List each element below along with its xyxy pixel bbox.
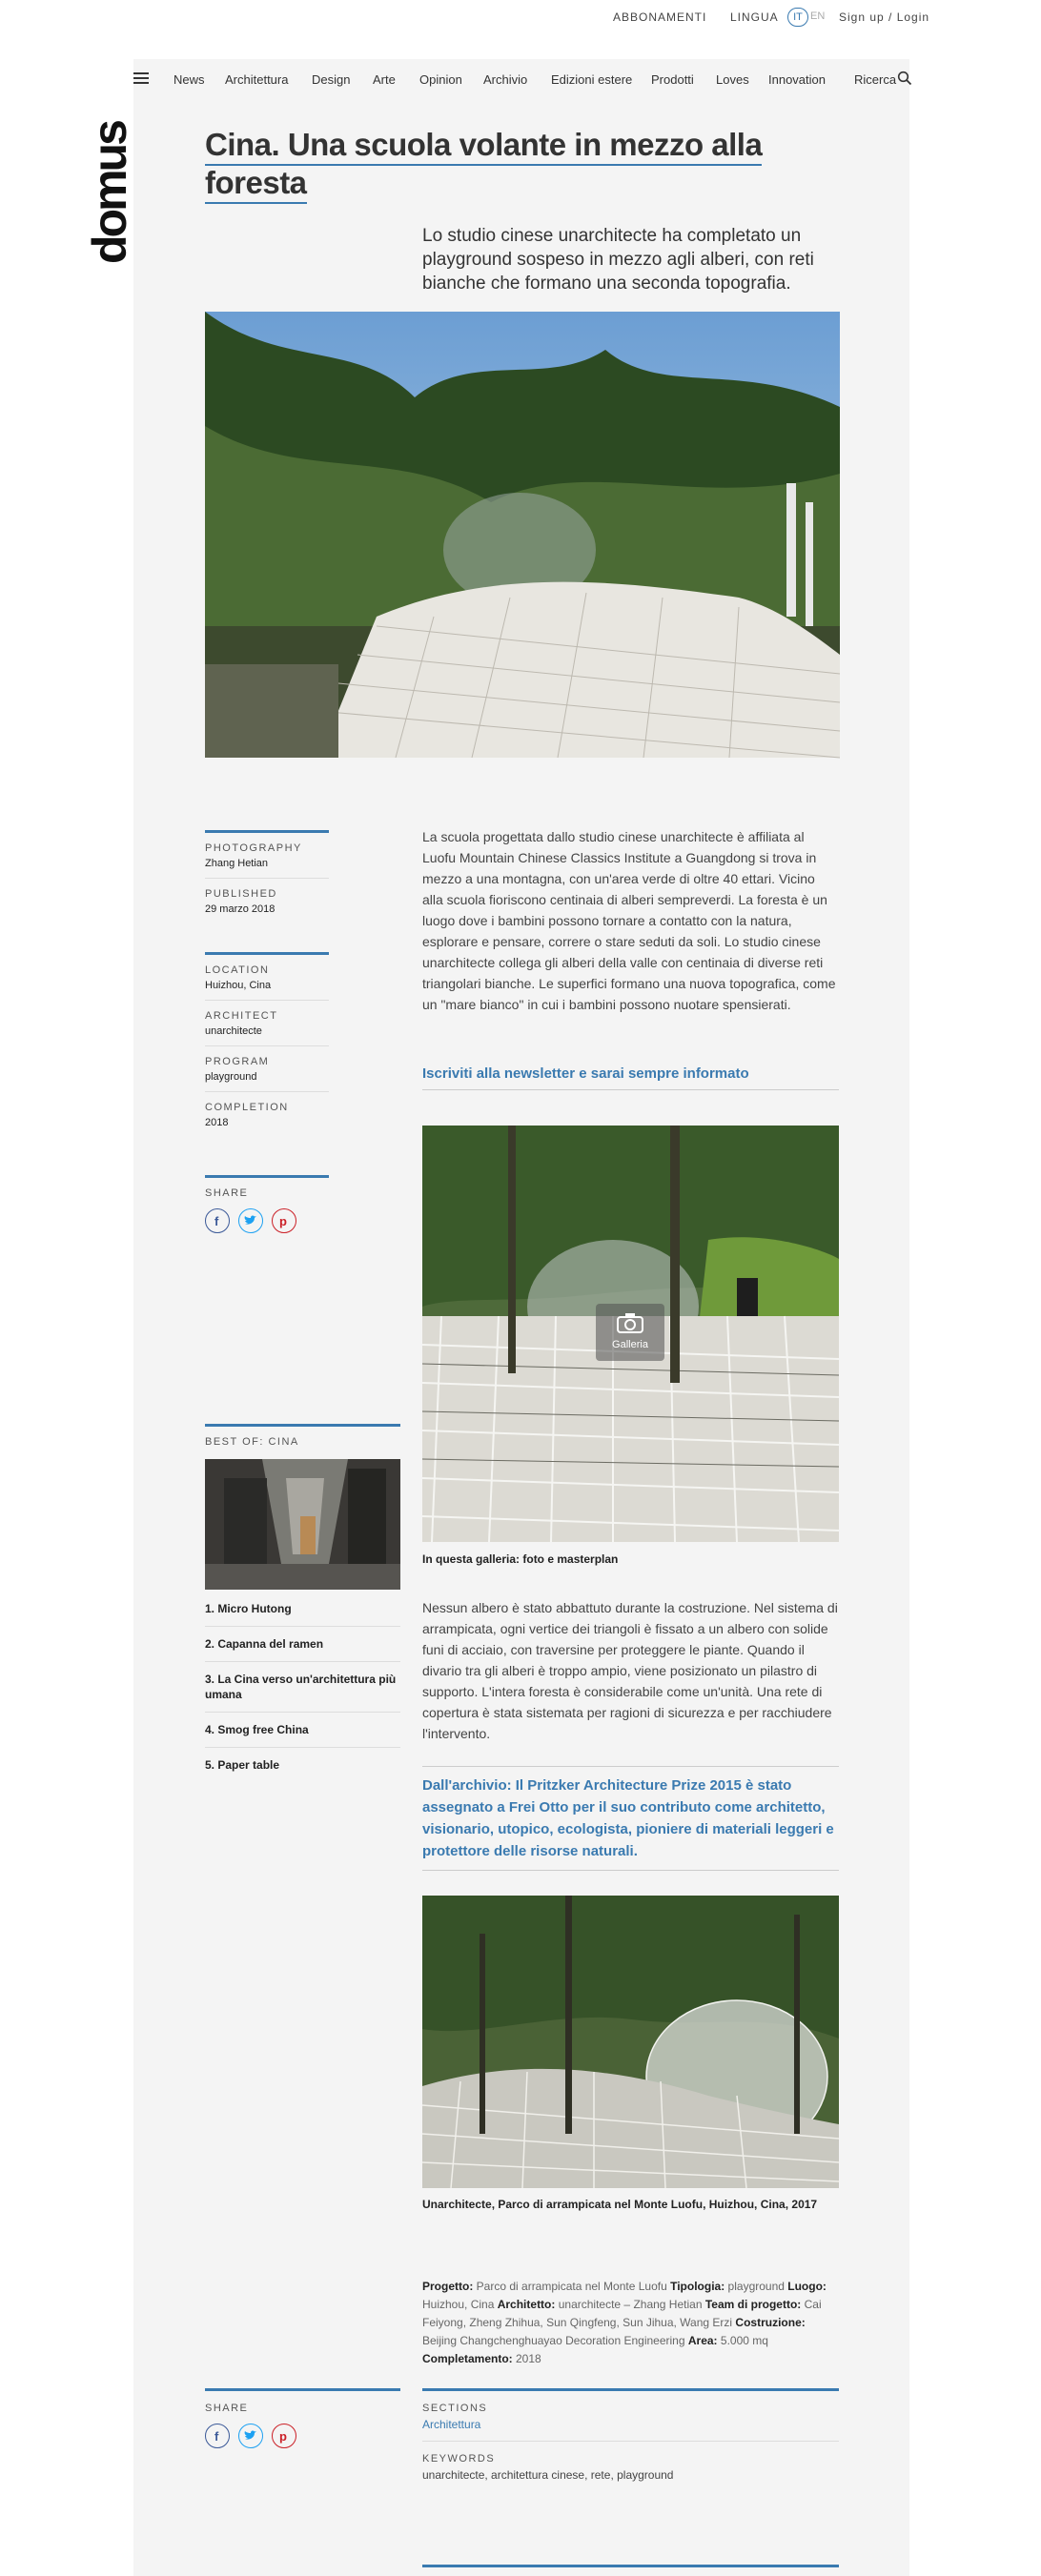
bottom-divider — [422, 2565, 839, 2567]
best-of-item[interactable]: 1. Micro Hutong — [205, 1601, 400, 1627]
keywords-label: KEYWORDS — [422, 2453, 496, 2464]
best-of-item[interactable]: 3. La Cina verso un'architettura più umana — [205, 1672, 400, 1713]
language-label: LINGUA — [730, 10, 779, 24]
nav-archivio[interactable]: Archivio — [483, 72, 528, 87]
svg-text:p: p — [279, 1214, 287, 1228]
utility-bar — [0, 0, 1041, 38]
share-label: SHARE — [205, 1187, 249, 1199]
article-title — [205, 126, 796, 202]
article-paragraph-1: La scuola progettata dallo studio cinese unarchitecte è affiliata al Luofu Mountain Chinese Classics Institute a Guangdong si trova in mezzo a una montagna, con un'area verde di oltre 40 ettari. Vicino alla scuola fioriscono centinaia di alberi sempreverdi. La foresta è un luogo dove i bambini possono tornare a contatto con la natura, esplorare e pensare, correre o stare seduti da soli. Lo studio cinese unarchitecte collega gli alberi della valle con centinaia di diverse reti triangolari bianche. Le superfici formano una nuova topografica, come un "mare bianco" in cui i bambini possono nuotare spensierati. — [422, 829, 836, 1012]
article-title-line-1: Cina. Una scuola volante in mezzo alla — [205, 127, 762, 166]
facebook-icon[interactable] — [205, 1208, 230, 1233]
nav-loves[interactable]: Loves — [716, 72, 749, 87]
nav-design[interactable]: Design — [312, 72, 351, 87]
nav-innovation[interactable]: Innovation — [768, 72, 826, 87]
article-image-3[interactable] — [422, 1896, 839, 2188]
meta-divider — [205, 952, 329, 955]
search-icon[interactable] — [897, 71, 912, 86]
svg-text:f: f — [214, 1214, 219, 1228]
best-of-item[interactable]: 5. Paper table — [205, 1758, 280, 1772]
language-en-toggle[interactable]: EN — [810, 10, 826, 22]
language-it-toggle[interactable]: IT — [787, 8, 808, 27]
login-link[interactable]: Sign up / Login — [839, 10, 930, 24]
nav-architettura[interactable]: Architettura — [225, 72, 289, 87]
gallery-label: Galleria — [612, 1339, 648, 1350]
nav-search[interactable]: Ricerca — [854, 72, 897, 87]
twitter-icon[interactable] — [238, 2424, 263, 2448]
pinterest-icon[interactable] — [272, 2424, 296, 2448]
gallery-caption: In questa galleria: foto e masterplan — [422, 1552, 619, 1566]
main-nav — [0, 72, 1041, 91]
meta-divider — [205, 830, 329, 833]
facebook-icon[interactable] — [205, 2424, 230, 2448]
share-label: SHARE — [205, 2403, 249, 2414]
pinterest-icon[interactable] — [272, 1208, 296, 1233]
share-bottom — [205, 2388, 400, 2448]
share-divider — [205, 2388, 400, 2391]
domus-logo[interactable] — [83, 97, 136, 269]
best-divider — [205, 1424, 400, 1427]
archive-link[interactable]: Dall'archivio: Il Pritzker Architecture Prize 2015 è stato assegnato a Frei Otto per il suo contributo come architetto, visionario, utopico, ecologista, pioniere di materiali leggeri e protettore delle risorse naturali. — [422, 1766, 839, 1871]
camera-icon — [616, 1311, 644, 1334]
share-divider — [205, 1175, 329, 1178]
nav-news[interactable]: News — [174, 72, 205, 87]
domus-logo-text: domus — [83, 122, 136, 264]
sections-label: SECTIONS — [422, 2403, 488, 2414]
article-lead: Lo studio cinese unarchitecte ha completato un playground sospeso in mezzo agli alberi, con reti bianche che formano una seconda topografia. — [422, 226, 814, 294]
footer-divider — [422, 2388, 839, 2391]
image-3-caption: Unarchitecte, Parco di arrampicata nel Monte Luofu, Huizhou, Cina, 2017 — [422, 2198, 818, 2211]
meta-completion: COMPLETION 2018 — [205, 1102, 289, 1128]
meta-published: PUBLISHED 29 marzo 2018 — [205, 888, 277, 915]
article-paragraph-2: Nessun albero è stato abbattuto durante la costruzione. Nel sistema di arrampicata, ogni vertice dei triangoli è fissato a un albero con solide funi di acciaio, con traversine per proteggere le piante. Quando il divario tra gli alberi è troppo ampio, viene posizionato un pilastro di supporto. L'intera foresta è considerabile come un'unità. Una rete di copertura è stata sistemata per ragioni di sicurezza e per racchiudere l'intervento. — [422, 1600, 838, 1741]
article-meta-group-2 — [205, 952, 329, 1146]
hero-image[interactable] — [205, 312, 840, 758]
meta-location: LOCATION Huizhou, Cina — [205, 964, 329, 1001]
best-of-image[interactable] — [205, 1459, 400, 1590]
nav-arte[interactable]: Arte — [373, 72, 396, 87]
footer-separator — [422, 2441, 839, 2442]
nav-edizioni-estere[interactable]: Edizioni estere — [551, 72, 633, 87]
best-of-box — [205, 1424, 400, 1792]
article-footer-meta — [422, 2388, 839, 2482]
meta-photography: PHOTOGRAPHY Zhang Hetian — [205, 842, 329, 879]
meta-architect: ARCHITECT unarchitecte — [205, 1010, 329, 1046]
nav-opinion[interactable]: Opinion — [419, 72, 462, 87]
svg-text:p: p — [279, 2429, 287, 2444]
article-title-line-2: foresta — [205, 165, 307, 204]
nav-prodotti[interactable]: Prodotti — [651, 72, 694, 87]
project-credits: Progetto: Parco di arrampicata nel Monte Luofu Tipologia: playground Luogo: Huizhou, Cina Architetto: unarchitecte – Zhang Hetian Team di progetto: Cai Feiyong, Zheng Zhihua, Sun Qingfeng, Sun Jihua, Wang Erzi Costruzione: Beijing Changchenghuayao Decoration Engineering Area: 5.000 mq Completamento: 2018 — [422, 2280, 827, 2365]
subscriptions-link[interactable]: ABBONAMENTI — [613, 10, 707, 24]
meta-program: PROGRAM playground — [205, 1056, 329, 1092]
best-of-title: BEST OF: CINA — [205, 1436, 299, 1448]
gallery-button[interactable] — [596, 1304, 664, 1361]
svg-text:f: f — [214, 2429, 219, 2444]
best-of-item[interactable]: 2. Capanna del ramen — [205, 1636, 400, 1662]
twitter-icon[interactable] — [238, 1208, 263, 1233]
newsletter-link[interactable]: Iscriviti alla newsletter e sarai sempre informato — [422, 1065, 839, 1090]
article-meta-group-1 — [205, 830, 329, 933]
best-of-item[interactable]: 4. Smog free China — [205, 1722, 400, 1748]
share-top — [205, 1175, 329, 1233]
keywords-list[interactable]: unarchitecte, architettura cinese, rete, playground — [422, 2468, 674, 2482]
sections-link[interactable]: Architettura — [422, 2418, 481, 2431]
